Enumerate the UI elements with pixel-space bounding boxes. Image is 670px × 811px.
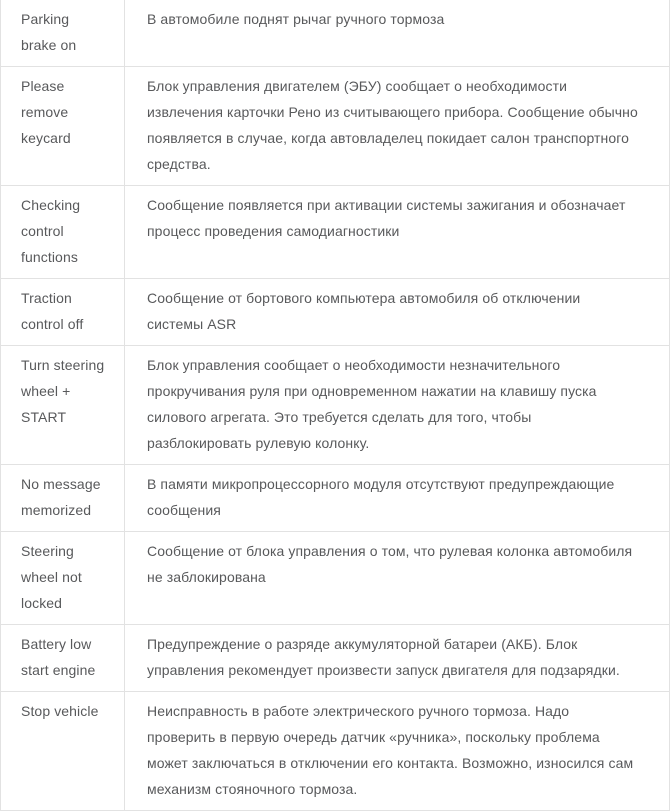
description-cell: Неисправность в работе электрического ручного тормоза. Надо проверить в первую очередь датчик «ручника», поскольку проблема может заключаться в отключении его контакта. Возможно, износился сам механизм стояночного тормоза. — [125, 692, 670, 811]
message-cell: Stop vehicle — [1, 692, 125, 811]
message-cell: No message memorized — [1, 465, 125, 532]
description-cell: Предупреждение о разряде аккумуляторной батареи (АКБ). Блок управления рекомендует произвести запуск двигателя для подзарядки. — [125, 625, 670, 692]
message-cell: Please remove keycard — [1, 67, 125, 186]
description-cell: Сообщение от блока управления о том, что рулевая колонка автомобиля не заблокирована — [125, 532, 670, 625]
table-row — [1, 67, 670, 186]
description-cell: В автомобиле поднят рычаг ручного тормоза — [125, 0, 670, 67]
table-row — [1, 692, 670, 811]
message-cell: Checking control functions — [1, 186, 125, 279]
message-cell: Steering wheel not locked — [1, 532, 125, 625]
description-cell: Сообщение появляется при активации системы зажигания и обозначает процесс проведения самодиагностики — [125, 186, 670, 279]
table-row — [1, 465, 670, 532]
description-cell: Блок управления двигателем (ЭБУ) сообщает о необходимости извлечения карточки Рено из считывающего прибора. Сообщение обычно появляется в случае, когда автовладелец покидает салон транспортного средства. — [125, 67, 670, 186]
table-row — [1, 346, 670, 465]
table-row — [1, 625, 670, 692]
description-cell: Сообщение от бортового компьютера автомобиля об отключении системы ASR — [125, 279, 670, 346]
message-cell: Parking brake on — [1, 0, 125, 67]
description-cell: Блок управления сообщает о необходимости незначительного прокручивания руля при одновременном нажатии на клавишу пуска силового агрегата. Это требуется сделать для того, чтобы разблокировать рулевую колонку. — [125, 346, 670, 465]
table-row — [1, 186, 670, 279]
message-cell: Battery low start engine — [1, 625, 125, 692]
table-row — [1, 532, 670, 625]
description-cell: В памяти микропроцессорного модуля отсутствуют предупреждающие сообщения — [125, 465, 670, 532]
message-cell: Turn steering wheel + START — [1, 346, 125, 465]
message-cell: Traction control off — [1, 279, 125, 346]
table-row — [1, 279, 670, 346]
table-body — [1, 0, 670, 811]
table-row — [1, 0, 670, 67]
